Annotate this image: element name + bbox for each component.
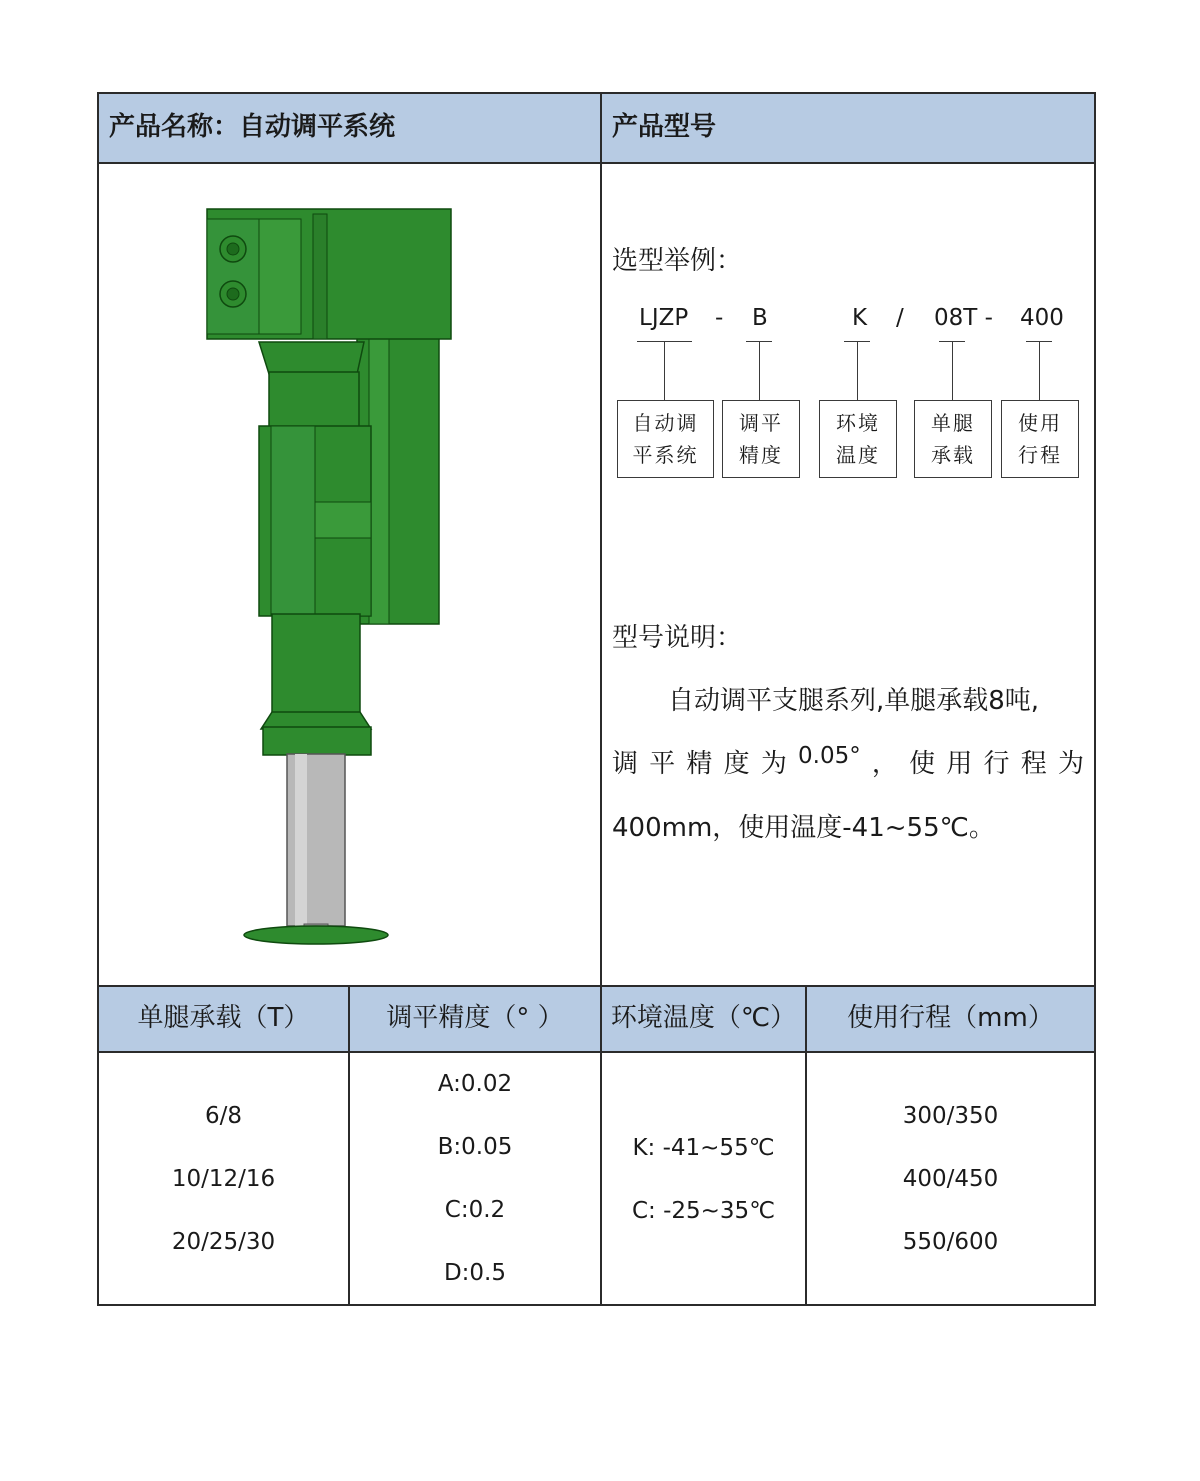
box-precision-line2: 精度 xyxy=(739,443,783,467)
stroke-value: 400/450 xyxy=(902,1166,999,1192)
product-model-label: 产品型号 xyxy=(612,112,717,142)
product-model-cell xyxy=(600,92,1096,164)
code-precision: B xyxy=(752,305,768,331)
stroke-value: 550/600 xyxy=(902,1229,999,1255)
connector-line xyxy=(664,341,665,401)
cell-precision-values xyxy=(348,1051,602,1306)
code-dash: - xyxy=(715,305,724,331)
box-stroke xyxy=(1001,400,1079,478)
connector-line xyxy=(1039,341,1040,401)
model-info-cell xyxy=(600,162,1096,987)
load-value: 20/25/30 xyxy=(171,1229,276,1255)
connector-line xyxy=(952,341,953,401)
code-series: LJZP xyxy=(639,305,689,331)
box-precision xyxy=(722,400,800,478)
product-name-cell xyxy=(97,92,602,164)
col-header-load: 单腿承载（T） xyxy=(97,985,350,1053)
connector-line xyxy=(759,341,760,401)
model-description-line3: 400mm，使用温度-41~55℃。 xyxy=(612,813,995,843)
box-stroke-line2: 行程 xyxy=(1018,443,1062,467)
box-temperature-line2: 温度 xyxy=(836,443,880,467)
cell-stroke-values xyxy=(805,1051,1096,1306)
product-image-cell xyxy=(97,162,602,987)
code-stroke: 400 xyxy=(1020,305,1064,331)
leveling-jack-illustration xyxy=(99,164,600,985)
box-temperature-line1: 环境 xyxy=(836,411,880,435)
load-value: 10/12/16 xyxy=(171,1166,276,1192)
temperature-value: C: -25~35℃ xyxy=(631,1198,776,1224)
product-name-label: 产品名称：自动调平系统 xyxy=(109,112,396,142)
precision-value: A:0.02 xyxy=(437,1071,513,1097)
col-header-temperature: 环境温度（℃） xyxy=(600,985,807,1053)
model-description-title: 型号说明： xyxy=(612,623,743,653)
connector-line xyxy=(857,341,858,401)
col-header-stroke: 使用行程（mm） xyxy=(805,985,1096,1053)
box-load-line2: 承载 xyxy=(931,443,975,467)
selection-example-title: 选型举例： xyxy=(612,246,743,276)
cell-temperature-values xyxy=(600,1051,807,1306)
load-value: 6/8 xyxy=(204,1103,242,1129)
stroke-value: 300/350 xyxy=(902,1103,999,1129)
box-system-line1: 自动调 xyxy=(632,411,699,435)
precision-value: B:0.05 xyxy=(437,1134,513,1160)
code-temperature: K xyxy=(852,305,868,331)
box-stroke-line1: 使用 xyxy=(1018,411,1062,435)
precision-value: C:0.2 xyxy=(444,1197,506,1223)
model-description-line2: 调 平 精 度 为 0.05° ， 使 用 行 程 为 xyxy=(612,743,1084,779)
box-system-line2: 平系统 xyxy=(632,443,699,467)
box-temperature xyxy=(819,400,897,478)
box-precision-line1: 调平 xyxy=(739,411,783,435)
temperature-value: K: -41~55℃ xyxy=(632,1135,775,1161)
box-load xyxy=(914,400,992,478)
box-system xyxy=(617,400,714,478)
cell-load-values xyxy=(97,1051,350,1306)
model-description-line1: 自动调平支腿系列,单腿承载8吨, xyxy=(668,686,1040,716)
col-header-precision: 调平精度（° ） xyxy=(348,985,602,1053)
code-slash: / xyxy=(896,305,904,331)
code-load: 08T - xyxy=(934,305,993,331)
box-load-line1: 单腿 xyxy=(931,411,975,435)
precision-value: D:0.5 xyxy=(443,1260,507,1286)
